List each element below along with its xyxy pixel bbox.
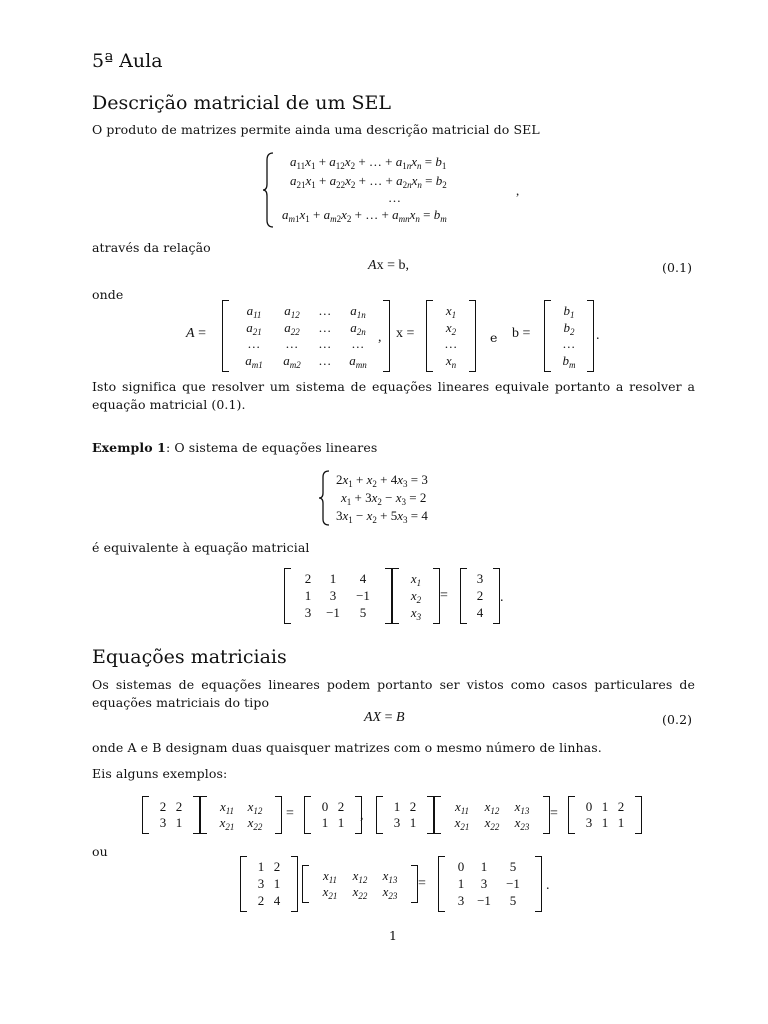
vector-b: $b_1$ $b_2$ … $b_m$ [544, 300, 594, 372]
paragraph-where: onde [92, 287, 124, 302]
word-or: ou [92, 844, 108, 859]
comma: , [360, 808, 364, 823]
paragraph-section2-intro: Os sistemas de equações lineares podem portanto ser vistos como casos particulares de equações matriciais do tipo [92, 677, 695, 710]
comma-after-A: , [378, 330, 382, 345]
left-brace-icon [318, 470, 330, 526]
section-title-matrix-description: Descrição matricial de um SEL [92, 92, 392, 114]
equation-label-0-2: (0.2) [662, 712, 693, 727]
comma: , [516, 183, 520, 198]
example-equation-2: $x_1 + 3x_2 - x_3 = 2$ [341, 490, 427, 507]
matrix-2x2-c: 1 2 3 1 [376, 796, 434, 834]
left-brace-icon [262, 152, 274, 228]
example-1-line [92, 440, 377, 455]
equals-sign: = [286, 806, 294, 821]
example-1-text: : O sistema de equações lineares [165, 440, 378, 455]
matrix-2x3-d: 0 1 2 3 1 1 [568, 796, 642, 834]
matrix-2x2-a: 2 2 3 1 [142, 796, 200, 834]
label-b-equals: b = [512, 326, 531, 341]
equation-row-1: $a_{11}x_1 + a_{12}x_2$ + … + $a_{1n}x_n = b_1$ [290, 154, 447, 171]
matrix-A: $a_{11}$ $a_{12}$ … $a_{1n}$ $a_{21}$ $a_{22}$ … $a_{2n}$ … … … … $a_{m1}$ $a_{m2}$ … $a_{mn}$ [222, 300, 390, 372]
label-A-equals: A = [186, 326, 206, 341]
matrix-X-2x3: $x_{11}$ $x_{12}$ $x_{13}$ $x_{21}$ $x_{22}$ $x_{23}$ [434, 796, 550, 834]
vector-x: $x_1$ $x_2$ … $x_n$ [426, 300, 476, 372]
equals-sign: = [550, 806, 558, 821]
matrix-2x2-b: 0 2 1 1 [304, 796, 362, 834]
equation-ellipsis: … [388, 190, 401, 205]
matrix-3x3-b: 0 1 5 1 3 −1 3 −1 5 [438, 856, 542, 912]
period: . [546, 878, 550, 893]
and-word: e [490, 330, 498, 345]
vector-unknowns: $x_1$ $x_2$ $x_3$ [392, 568, 440, 624]
example-equation-3: $3x_1 - x_2 + 5x_3 = 4$ [336, 508, 428, 525]
paragraph-equivalent: é equivalente à equação matricial [92, 540, 310, 555]
matrix-3x2-a: 1 2 3 1 2 4 [240, 856, 298, 912]
paragraph-conclusion: Isto significa que resolver um sistema de equações lineares equivale portanto a resolver a equação matricial (0.1). [92, 379, 695, 412]
example-equation-1: $2x_1 + x_2 + 4x_3 = 3$ [336, 472, 428, 489]
equation-AX-B: AX = B [364, 710, 405, 725]
page-number: 1 [389, 928, 398, 943]
matrix-X-2x3-b: $x_{11}$ $x_{12}$ $x_{13}$ $x_{21}$ $x_{22}$ $x_{23}$ [302, 865, 418, 903]
matrix-X-2x2: $x_{11}$ $x_{12}$ $x_{21}$ $x_{22}$ [200, 796, 282, 834]
equation-row-2: $a_{21}x_1 + a_{22}x_2$ + … + $a_{2n}x_n = b_2$ [290, 173, 447, 190]
paragraph-through-relation: através da relação [92, 240, 211, 255]
vector-constants: 3 2 4 [460, 568, 500, 624]
matrix-coefficients: 2 1 4 1 3 −1 3 −1 5 [284, 568, 392, 624]
paragraph-intro: O produto de matrizes permite ainda uma descrição matricial do SEL [92, 122, 540, 137]
period: . [500, 590, 504, 605]
equation-row-m: $a_{m1}x_1 + a_{m2}x_2$ + … + $a_{mn}x_n = b_m$ [282, 207, 447, 224]
period-after-b: . [596, 328, 600, 343]
section-title-matrix-equations: Equações matriciais [92, 646, 287, 668]
example-1-label: Exemplo 1 [92, 440, 166, 455]
paragraph-where-AB: onde A e B designam duas quaisquer matrizes com o mesmo número de linhas. [92, 740, 602, 755]
equation-label-0-1: (0.1) [662, 260, 693, 275]
lesson-title: 5ª Aula [92, 50, 163, 72]
equals-sign: = [418, 876, 426, 891]
equals-sign: = [440, 588, 448, 603]
equation-ax-b: Ax = b, [368, 258, 409, 273]
label-x-equals: x = [396, 326, 415, 341]
paragraph-examples: Eis alguns exemplos: [92, 766, 228, 781]
